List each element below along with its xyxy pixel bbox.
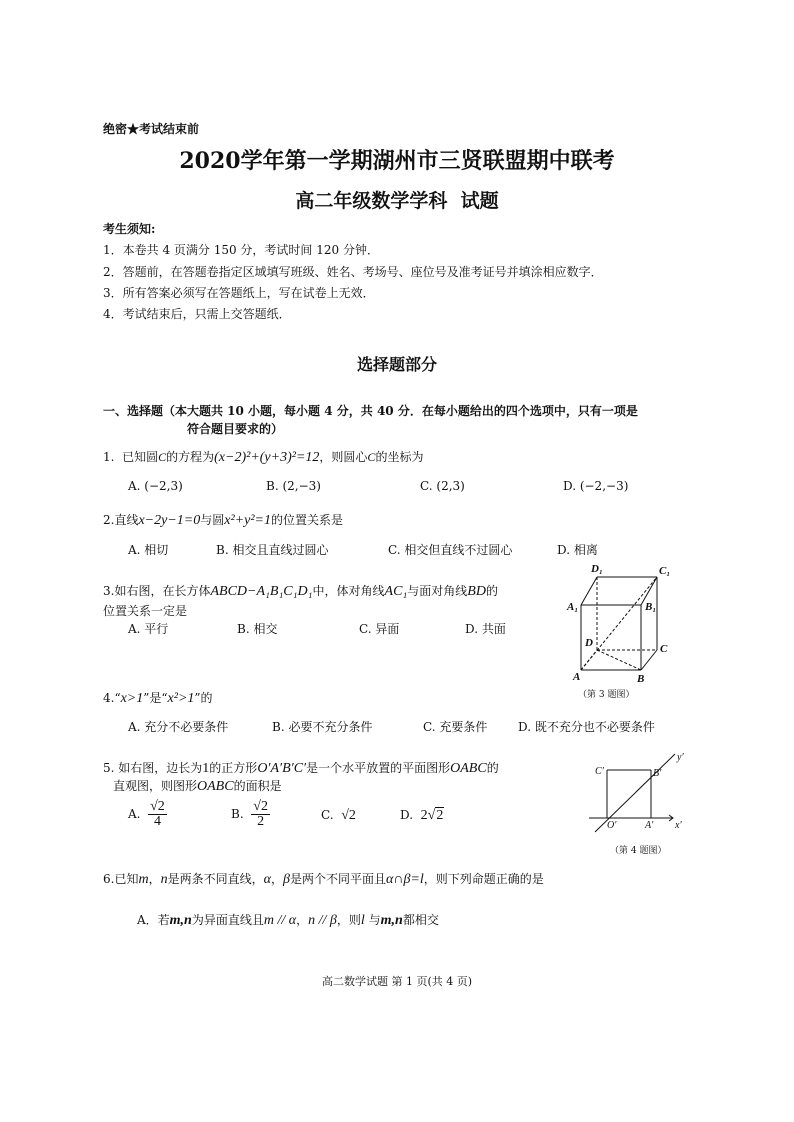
question-5 bbox=[103, 759, 499, 777]
q4-option-b[interactable]: B. 必要不充分条件 bbox=[272, 720, 373, 734]
q5-number: 5. bbox=[103, 761, 115, 775]
q5-option-c-value: √2 bbox=[341, 808, 356, 823]
cuboid-label: B₁ bbox=[645, 601, 657, 613]
q5-figure-caption: （第 4 题图） bbox=[610, 846, 667, 856]
q6-number: 6. bbox=[103, 872, 115, 886]
square-label: x′ bbox=[675, 820, 682, 831]
section-instruction-cont: 符合题目要求的） bbox=[187, 422, 284, 436]
q2-text: 与圆 bbox=[200, 513, 225, 527]
cuboid-label: B bbox=[637, 673, 645, 685]
q4-number: 4. bbox=[103, 691, 115, 705]
q2-option-c[interactable]: C. 相交但直线不过圆心 bbox=[388, 543, 513, 557]
q6-intersection: α∩β=l bbox=[386, 872, 424, 887]
q6-var-m: m bbox=[138, 872, 149, 887]
q4-condition-1: x>1 bbox=[120, 691, 144, 706]
exam-subtitle: 高二年级数学学科 试题 bbox=[295, 190, 499, 212]
q5-side-length: 1 bbox=[202, 761, 210, 776]
q1-var-c: C bbox=[367, 450, 376, 464]
q6-option-a-text: 都相交 bbox=[402, 913, 439, 927]
q2-option-d[interactable]: D. 相离 bbox=[557, 543, 598, 557]
q6-option-a-condition-1: m // α bbox=[263, 913, 297, 928]
q5-text: 如右图，边长为 bbox=[118, 761, 203, 775]
q5-option-b[interactable] bbox=[231, 800, 270, 829]
q2-text: 直线 bbox=[114, 513, 139, 527]
q5-figure-name: OABC bbox=[197, 779, 234, 794]
q5-option-c[interactable] bbox=[321, 808, 356, 824]
section-instruction: 一、选择题（本大题共 10 小题，每小题 4 分，共 40 分．在每小题给出的四个选项中，只有一项是 bbox=[103, 404, 638, 418]
question-2 bbox=[103, 511, 343, 529]
q6-text: ， bbox=[148, 872, 161, 886]
q6-option-a-text: ，则 bbox=[336, 913, 361, 927]
q5-square: O′A′B′C′ bbox=[257, 761, 307, 776]
q1-option-b[interactable]: B. (2,−3) bbox=[266, 479, 321, 493]
q1-var-c: C bbox=[158, 450, 167, 464]
section-title: 选择题部分 bbox=[356, 355, 437, 374]
q2-line-equation: x−2y−1=0 bbox=[138, 513, 201, 528]
q5-option-a-denominator: 4 bbox=[153, 814, 161, 829]
q6-option-a-text: 与 bbox=[368, 913, 381, 927]
q4-option-a[interactable]: A. 充分不必要条件 bbox=[128, 720, 229, 734]
q2-text: 的位置关系是 bbox=[270, 513, 343, 527]
q3-text: 如右图，在长方体 bbox=[114, 584, 211, 598]
q5-text: 的正方形 bbox=[209, 761, 258, 775]
cuboid-figure bbox=[565, 560, 675, 685]
square-label: y′ bbox=[677, 752, 684, 763]
q3-option-d[interactable]: D. 共面 bbox=[465, 622, 506, 636]
q5-option-d[interactable]: D. 2√2 bbox=[400, 808, 444, 823]
cuboid-label: A₁ bbox=[567, 601, 579, 613]
q6-option-a[interactable] bbox=[137, 911, 439, 929]
q6-text: 是两条不同直线， bbox=[167, 872, 264, 886]
q1-number: 1. bbox=[103, 450, 115, 464]
notice-item: 2．答题前，在答题卷指定区域填写班级、姓名、考场号、座位号及准考证号并填涂相应数字． bbox=[103, 265, 603, 279]
square-label: A′ bbox=[645, 820, 654, 831]
question-4 bbox=[103, 689, 213, 707]
q1-equation: (x−2)²+(y+3)²=12 bbox=[214, 450, 320, 465]
q2-option-a[interactable]: A. 相切 bbox=[128, 543, 169, 557]
question-3 bbox=[103, 582, 498, 600]
q3-solid: ABCD−A₁B₁C₁D₁ bbox=[210, 584, 313, 599]
cuboid-label: C bbox=[660, 643, 668, 655]
q6-text: ，则下列命题正确的是 bbox=[423, 872, 544, 886]
question-6 bbox=[103, 870, 544, 888]
q2-number: 2. bbox=[103, 513, 115, 527]
q2-option-b[interactable]: B. 相交且直线过圆心 bbox=[216, 543, 329, 557]
q1-option-d[interactable]: D. (−2,−3) bbox=[563, 479, 629, 493]
q4-option-c[interactable]: C. 充要条件 bbox=[423, 720, 488, 734]
cuboid-label: C₁ bbox=[659, 565, 671, 577]
q3-diagonal-1: AC₁ bbox=[384, 584, 408, 599]
q5-option-a-numerator: √2 bbox=[150, 799, 165, 814]
q4-text: “ bbox=[114, 691, 121, 705]
q6-option-a-l: l bbox=[360, 913, 365, 928]
q1-option-a[interactable]: A. (−2,3) bbox=[128, 479, 183, 493]
q3-text: 中，体对角线 bbox=[312, 584, 385, 598]
q4-text: ”的 bbox=[194, 691, 213, 705]
notice-heading: 考生须知: bbox=[103, 222, 156, 236]
q5-option-d-radicand: 2 bbox=[436, 808, 444, 823]
square-figure bbox=[585, 748, 690, 838]
q5-text: 是一个水平放置的平面图形 bbox=[306, 761, 451, 775]
q2-circle-equation: x²+y²=1 bbox=[224, 513, 271, 528]
q5-figure-name: OABC bbox=[450, 761, 487, 776]
q1-text: 的方程为 bbox=[166, 450, 215, 464]
q1-text: 的坐标为 bbox=[375, 450, 424, 464]
q3-text: 的 bbox=[485, 584, 498, 598]
q5-option-c-label: C. bbox=[321, 808, 334, 822]
notice-item: 4．考试结束后，只需上交答题纸． bbox=[103, 307, 291, 321]
q1-text: ，则圆心 bbox=[319, 450, 368, 464]
q6-option-a-text: ， bbox=[296, 913, 309, 927]
q5-option-b-label: B. bbox=[231, 807, 244, 821]
q6-option-a-mn: m,n bbox=[380, 913, 403, 928]
q5-text: 的 bbox=[486, 761, 499, 775]
q3-figure-caption: （第 3 题图） bbox=[578, 690, 635, 700]
question-1 bbox=[103, 448, 423, 466]
q1-text: 已知圆 bbox=[122, 450, 159, 464]
q6-var-alpha: α bbox=[263, 872, 271, 887]
cuboid-label: D bbox=[585, 637, 593, 649]
q5-text: 直观图，则图形 bbox=[113, 779, 198, 793]
q3-text-line2: 位置关系一定是 bbox=[103, 604, 188, 618]
q5-option-b-numerator: √2 bbox=[253, 799, 268, 814]
q4-text: ”是“ bbox=[143, 691, 168, 705]
square-label: B′ bbox=[653, 768, 662, 779]
q4-option-d[interactable]: D. 既不充分也不必要条件 bbox=[518, 720, 655, 734]
q6-var-n: n bbox=[160, 872, 168, 887]
q5-option-b-denominator: 2 bbox=[257, 814, 265, 829]
q3-option-a[interactable]: A. 平行 bbox=[128, 622, 169, 636]
q5-text: 的面积是 bbox=[233, 779, 282, 793]
q5-text-line2 bbox=[113, 777, 282, 795]
page-footer: 高二数学试题 第 1 页(共 4 页) bbox=[321, 975, 473, 988]
q3-option-b[interactable]: B. 相交 bbox=[237, 622, 278, 636]
q5-option-a[interactable] bbox=[128, 800, 167, 829]
q6-text: ， bbox=[270, 872, 283, 886]
square-label: C′ bbox=[595, 766, 604, 777]
q3-number: 3. bbox=[103, 584, 115, 598]
q1-option-c[interactable]: C. (2,3) bbox=[420, 479, 465, 493]
q6-option-a-text: 为异面直线且 bbox=[191, 913, 264, 927]
q6-text: 已知 bbox=[114, 872, 139, 886]
secret-label: 绝密★考试结束前 bbox=[103, 122, 200, 136]
square-label: O′ bbox=[607, 820, 617, 831]
q5-option-d-label: D. bbox=[400, 808, 414, 822]
notice-item: 1．本卷共 4 页满分 150 分，考试时间 120 分钟． bbox=[103, 243, 379, 257]
q5-option-d-coefficient: 2 bbox=[420, 808, 428, 823]
cuboid-label: D₁ bbox=[591, 563, 603, 575]
q6-text: 是两个不同平面且 bbox=[289, 872, 386, 886]
q6-var-beta: β bbox=[283, 872, 290, 887]
q4-condition-2: x²>1 bbox=[167, 691, 195, 706]
exam-title: 2020学年第一学期湖州市三贤联盟期中联考 bbox=[179, 148, 615, 174]
q3-diagonal-2: BD bbox=[467, 584, 486, 599]
q6-option-a-mn: m,n bbox=[169, 913, 192, 928]
q6-option-a-text: A．若 bbox=[137, 913, 170, 927]
q3-option-c[interactable]: C. 异面 bbox=[359, 622, 400, 636]
q3-text: 与面对角线 bbox=[407, 584, 468, 598]
cuboid-label: A bbox=[573, 671, 581, 683]
q6-option-a-condition-2: n // β bbox=[308, 913, 337, 928]
notice-item: 3．所有答案必须写在答题纸上，写在试卷上无效． bbox=[103, 286, 375, 300]
q5-option-a-label: A. bbox=[128, 807, 141, 821]
